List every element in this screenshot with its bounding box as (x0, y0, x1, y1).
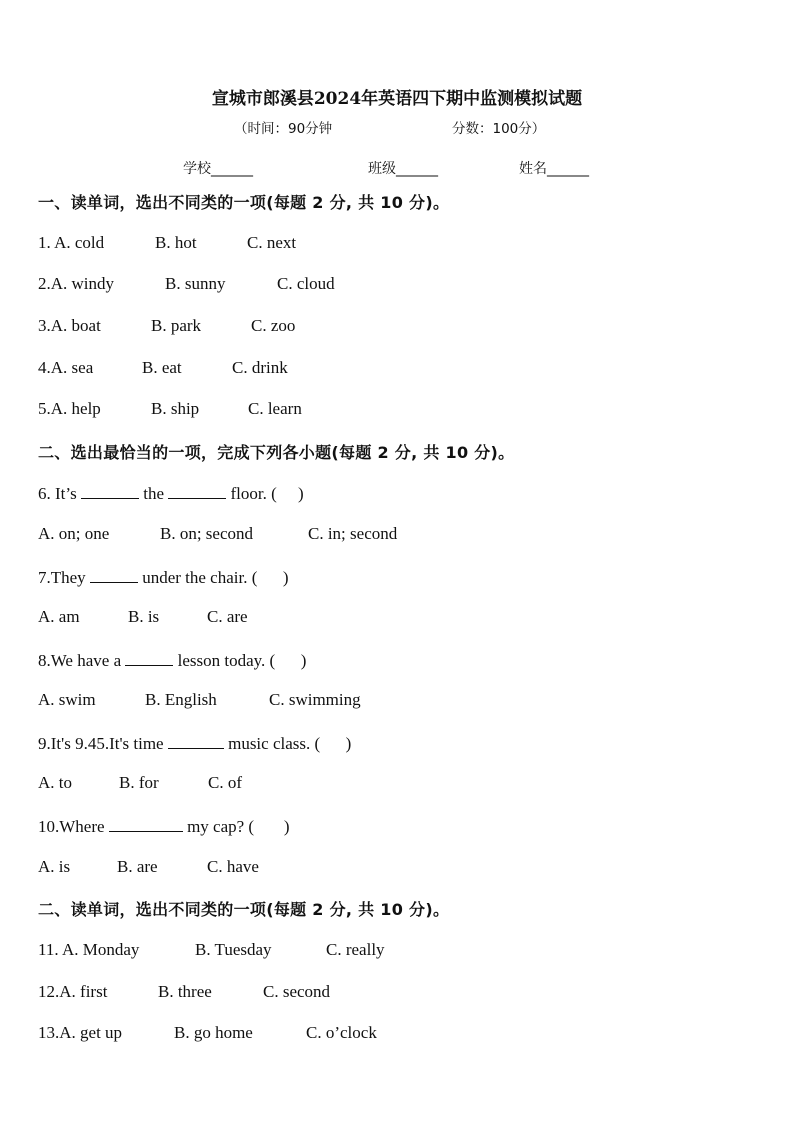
question-row (38, 940, 385, 960)
question-row (38, 649, 306, 671)
option-c: C. of (208, 773, 242, 792)
answer-blank (109, 815, 183, 832)
option-c: C. zoo (251, 316, 296, 335)
section-heading: 二、选出最恰当的一项，完成下列各小题(每题 2 分, 共 10 分)。 (38, 443, 515, 462)
answer-blank (168, 732, 224, 749)
exam-title: 宣城市郎溪县2024年英语四下期中监测模拟试题 (211, 89, 583, 109)
question-row (38, 566, 289, 588)
option-b: B. on; second (160, 524, 254, 543)
section-heading: 一、读单词，选出不同类的一项(每题 2 分, 共 10 分)。 (38, 193, 450, 212)
option-a: A. cold (54, 233, 105, 252)
option-b: B. hot (155, 233, 197, 252)
question-number: 5. (38, 399, 51, 418)
question-stem: floor. ( ) (226, 484, 304, 503)
question-stem: lesson today. ( ) (173, 651, 307, 670)
question-row (38, 399, 302, 419)
section-heading: 二、读单词，选出不同类的一项(每题 2 分, 共 10 分)。 (38, 900, 450, 919)
option-a: A. to (38, 773, 72, 792)
option-b: B. ship (151, 399, 200, 418)
option-b: B. park (151, 316, 202, 335)
option-a: A. boat (50, 316, 101, 335)
option-b: B. is (128, 607, 160, 626)
option-c: C. cloud (277, 274, 335, 293)
question-row (38, 316, 296, 336)
option-a: A. help (50, 399, 101, 418)
option-a: A. get up (59, 1023, 123, 1042)
question-stem: 7.They (38, 568, 90, 587)
question-stem: my cap? ( ) (182, 817, 290, 836)
option-b: B. are (117, 857, 158, 876)
options-row (38, 857, 259, 877)
question-row (38, 732, 351, 754)
option-a: A. windy (50, 274, 115, 293)
option-a: A. swim (38, 690, 96, 709)
option-c: C. are (207, 607, 248, 626)
option-c: C. really (326, 940, 385, 959)
class-field: 班级______ (368, 161, 438, 177)
option-c: C. o’clock (306, 1023, 377, 1042)
question-row (38, 815, 290, 837)
option-b: B. Tuesday (195, 940, 272, 959)
option-a: A. first (59, 982, 108, 1001)
answer-blank (81, 482, 139, 499)
option-c: C. in; second (308, 524, 398, 543)
answer-blank (168, 482, 226, 499)
question-stem: music class. ( ) (223, 734, 352, 753)
question-stem: under the chair. ( ) (137, 568, 289, 587)
option-c: C. have (207, 857, 259, 876)
option-c: C. next (247, 233, 297, 252)
question-row (38, 982, 331, 1002)
question-stem: 8.We have a (38, 651, 126, 670)
question-stem: 6. It’s (38, 484, 81, 503)
question-number: 1. (38, 233, 55, 252)
options-row (38, 773, 242, 793)
question-stem: 10.Where (38, 817, 109, 836)
question-stem: 9.It's 9.45.It's time (38, 734, 168, 753)
question-number: 13. (38, 1023, 60, 1042)
exam-time: （时间：90分钟 (234, 121, 333, 137)
answer-blank (125, 649, 173, 666)
option-a: A. is (38, 857, 71, 876)
option-a: A. Monday (61, 940, 140, 959)
option-b: B. three (158, 982, 212, 1001)
option-c: C. drink (232, 358, 288, 377)
option-a: A. sea (50, 358, 94, 377)
option-b: B. English (145, 690, 217, 709)
answer-blank (90, 566, 138, 583)
option-c: C. second (263, 982, 331, 1001)
question-number: 4. (38, 358, 51, 377)
question-row (38, 274, 335, 294)
options-row (38, 607, 248, 627)
name-field: 姓名______ (519, 161, 589, 177)
question-number: 12. (38, 982, 60, 1001)
option-a: A. on; one (38, 524, 110, 543)
options-row (38, 690, 361, 710)
option-b: B. eat (142, 358, 182, 377)
option-b: B. sunny (165, 274, 226, 293)
option-b: B. for (119, 773, 159, 792)
question-row (38, 358, 288, 378)
question-row (38, 1023, 377, 1043)
option-a: A. am (38, 607, 80, 626)
question-number: 11. (38, 940, 62, 959)
school-field: 学校______ (183, 161, 253, 177)
question-row (38, 482, 304, 504)
question-stem: the (138, 484, 169, 503)
option-c: C. learn (248, 399, 302, 418)
question-number: 2. (38, 274, 51, 293)
question-row (38, 233, 297, 253)
exam-score: 分数：100分） (452, 121, 546, 137)
option-b: B. go home (174, 1023, 253, 1042)
options-row (38, 524, 398, 544)
option-c: C. swimming (269, 690, 361, 709)
question-number: 3. (38, 316, 51, 335)
